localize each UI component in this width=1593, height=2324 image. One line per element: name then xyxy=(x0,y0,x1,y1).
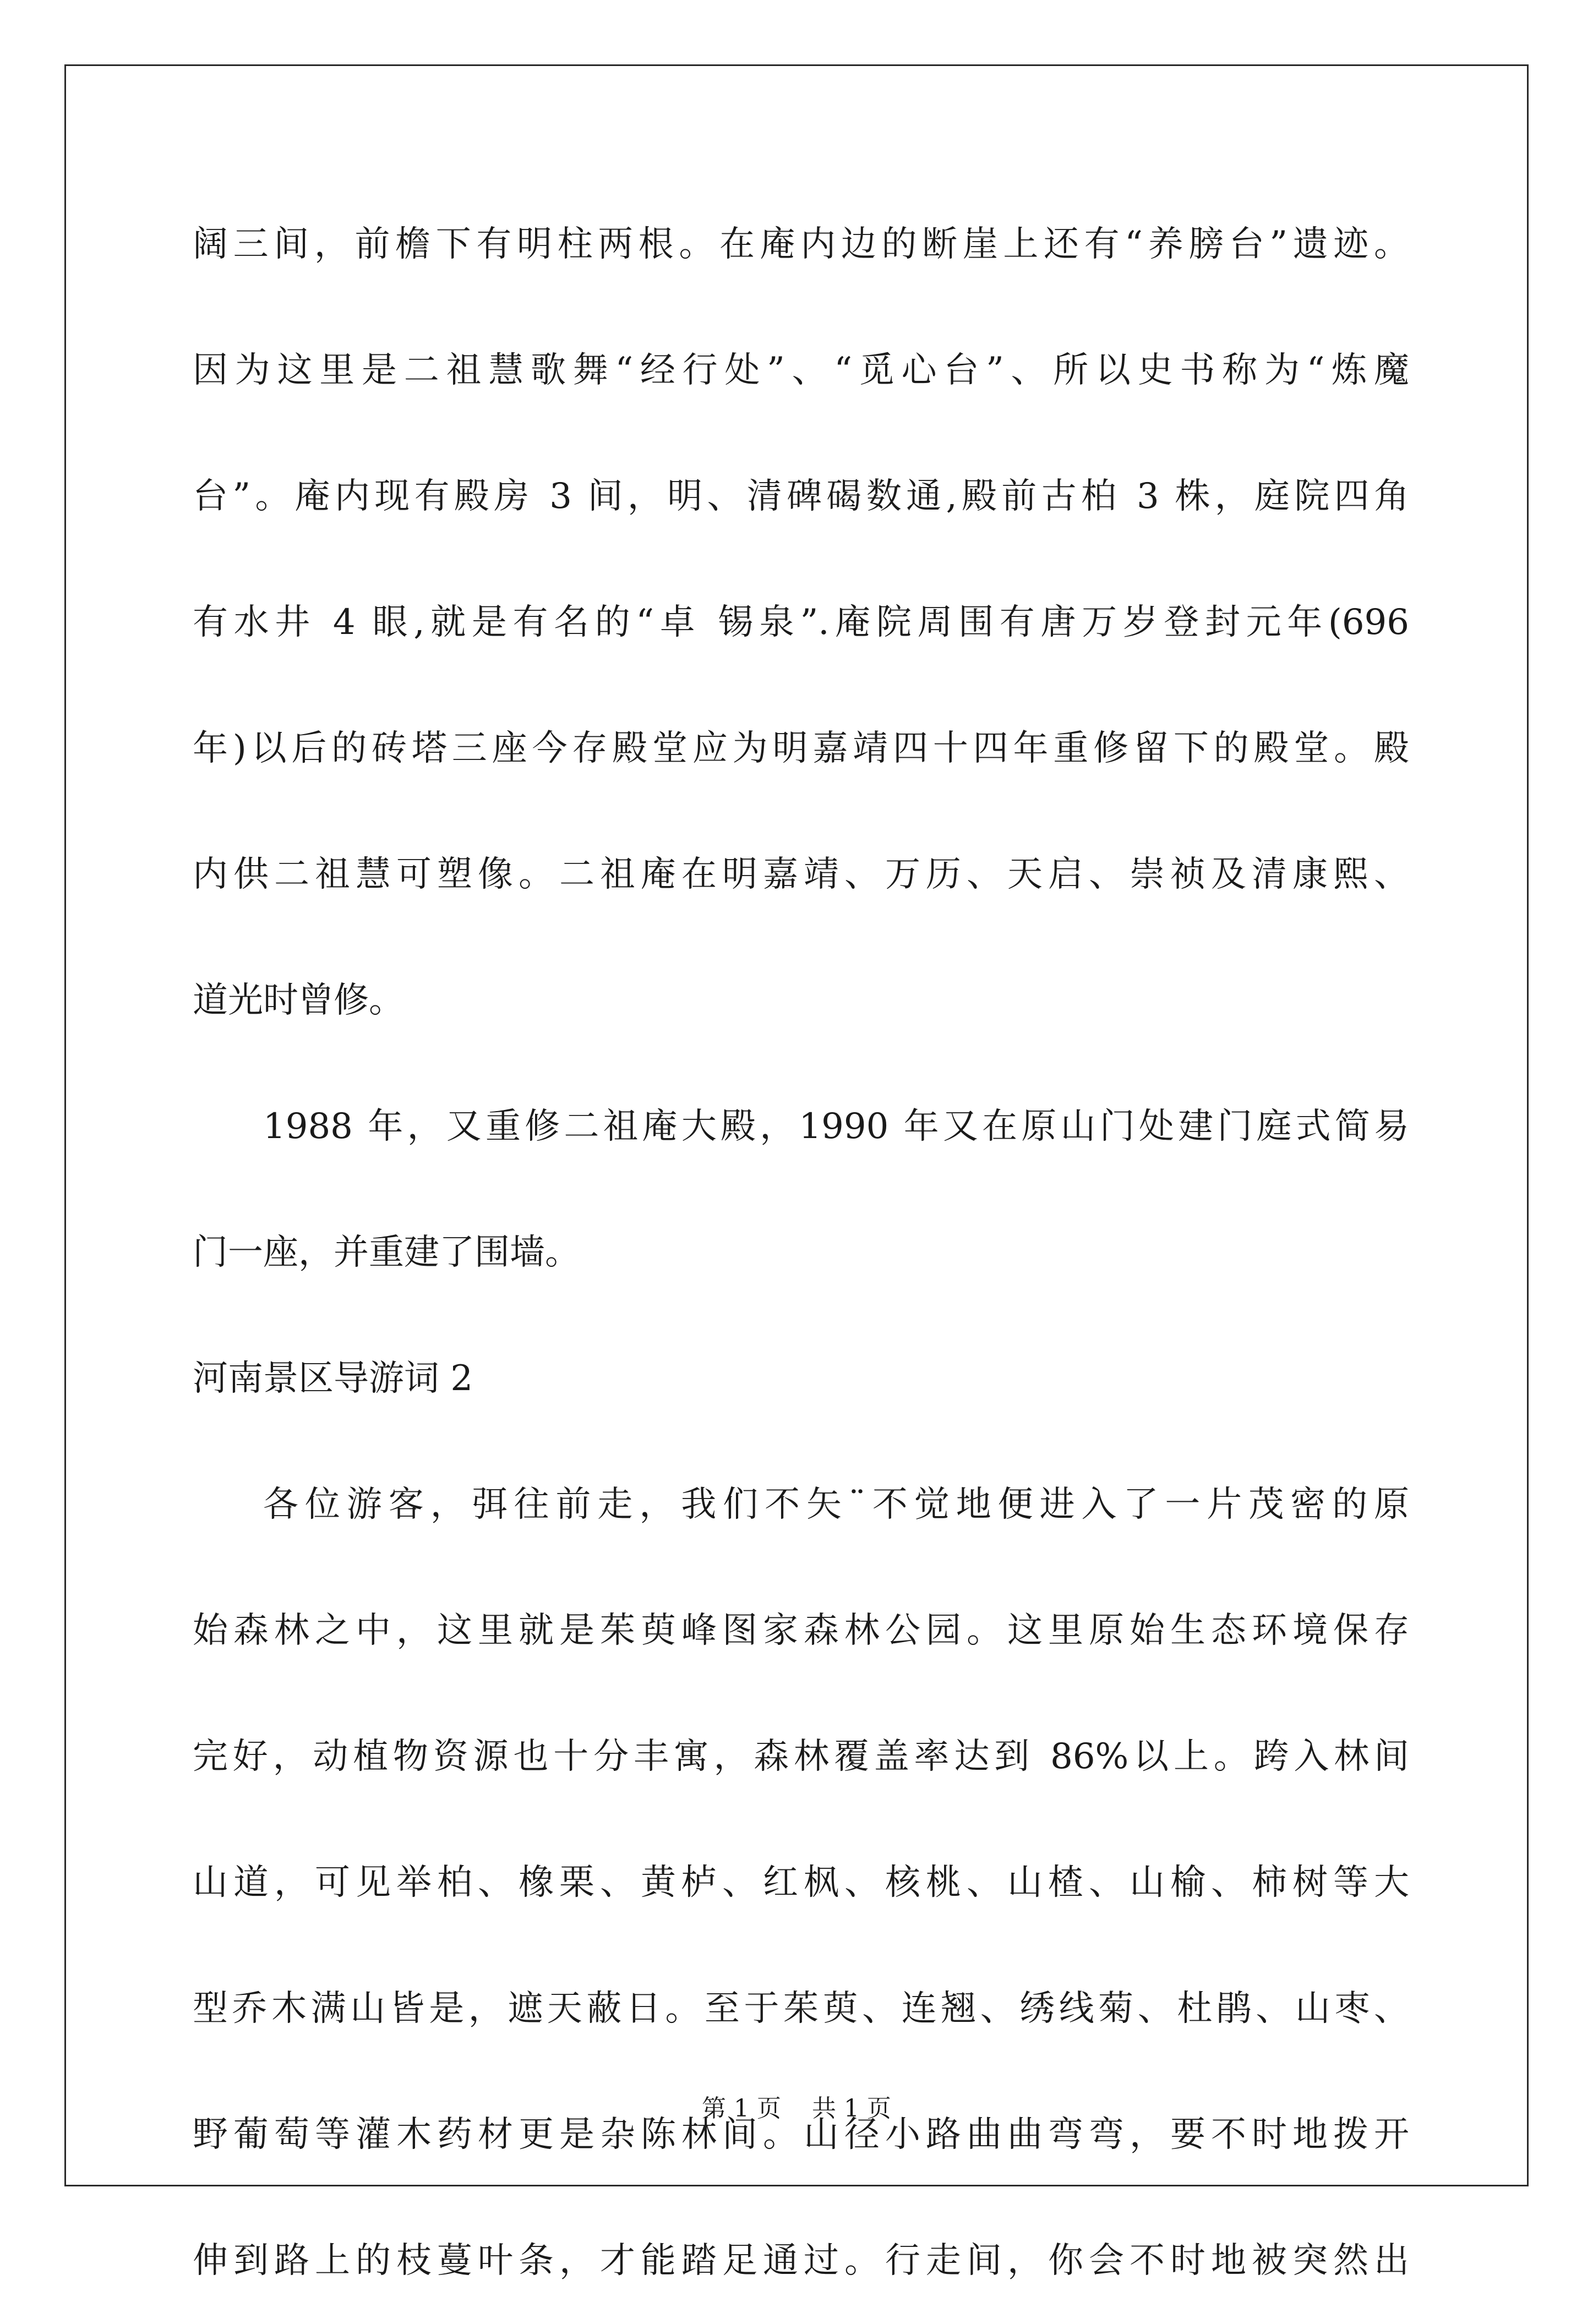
text-line: 伸到路上的枝蔓叶条，才能踏足通过。行走间，你会不时地被突然出 xyxy=(193,2240,1409,2281)
text-line: 道光时曾修。 xyxy=(193,980,404,1021)
text-line: 门一座，并重建了围墙。 xyxy=(193,1232,580,1273)
text-line: 因为这里是二祖慧歌舞“经行处”、“觅心台”、所以史书称为“炼魔 xyxy=(193,350,1409,391)
page-number-footer: 第 1 页 共 1 页 xyxy=(702,2095,891,2123)
text-line: 型乔木满山皆是，遮天蔽日。至于茱萸、连翘、绣线菊、杜鹃、山枣、 xyxy=(193,1988,1409,2029)
text-line: 年)以后的砖塔三座今存殿堂应为明嘉靖四十四年重修留下的殿堂。殿 xyxy=(193,728,1409,769)
text-line: 完好，动植物资源也十分丰寓，森林覆盖率达到 86%以上。跨入林间 xyxy=(193,1736,1409,1777)
text-line: 阔三间，前檐下有明柱两根。在庵内边的断崖上还有“养膀台”遗迹。 xyxy=(193,224,1409,265)
text-line: 山道，可见举柏、橡栗、黄栌、红枫、核桃、山楂、山榆、柿树等大 xyxy=(193,1862,1409,1903)
text-line: 1988 年，又重修二祖庵大殿，1990 年又在原山门处建门庭式简易 xyxy=(263,1106,1409,1147)
text-line: 野葡萄等灌木药材更是杂陈林间。山径小路曲曲弯弯，要不时地拨开 xyxy=(193,2114,1409,2155)
section-heading: 河南景区导游词 2 xyxy=(193,1358,473,1399)
text-line: 各位游客，弭往前走，我们不矢¨不觉地便进入了一片茂密的原 xyxy=(263,1484,1409,1525)
text-line: 内供二祖慧可塑像。二祖庵在明嘉靖、万历、天启、崇祯及清康熙、 xyxy=(193,854,1409,895)
document-body xyxy=(193,182,1409,2324)
text-line: 台”。庵内现有殿房 3 间，明、清碑碣数通,殿前古柏 3 株，庭院四角 xyxy=(193,476,1409,517)
text-line: 有水井 4 眼,就是有名的“卓 锡泉”.庵院周围有唐万岁登封元年(696 xyxy=(193,602,1409,643)
text-line: 始森林之中，这里就是茱萸峰图家森林公园。这里原始生态环境保存 xyxy=(193,1610,1409,1651)
